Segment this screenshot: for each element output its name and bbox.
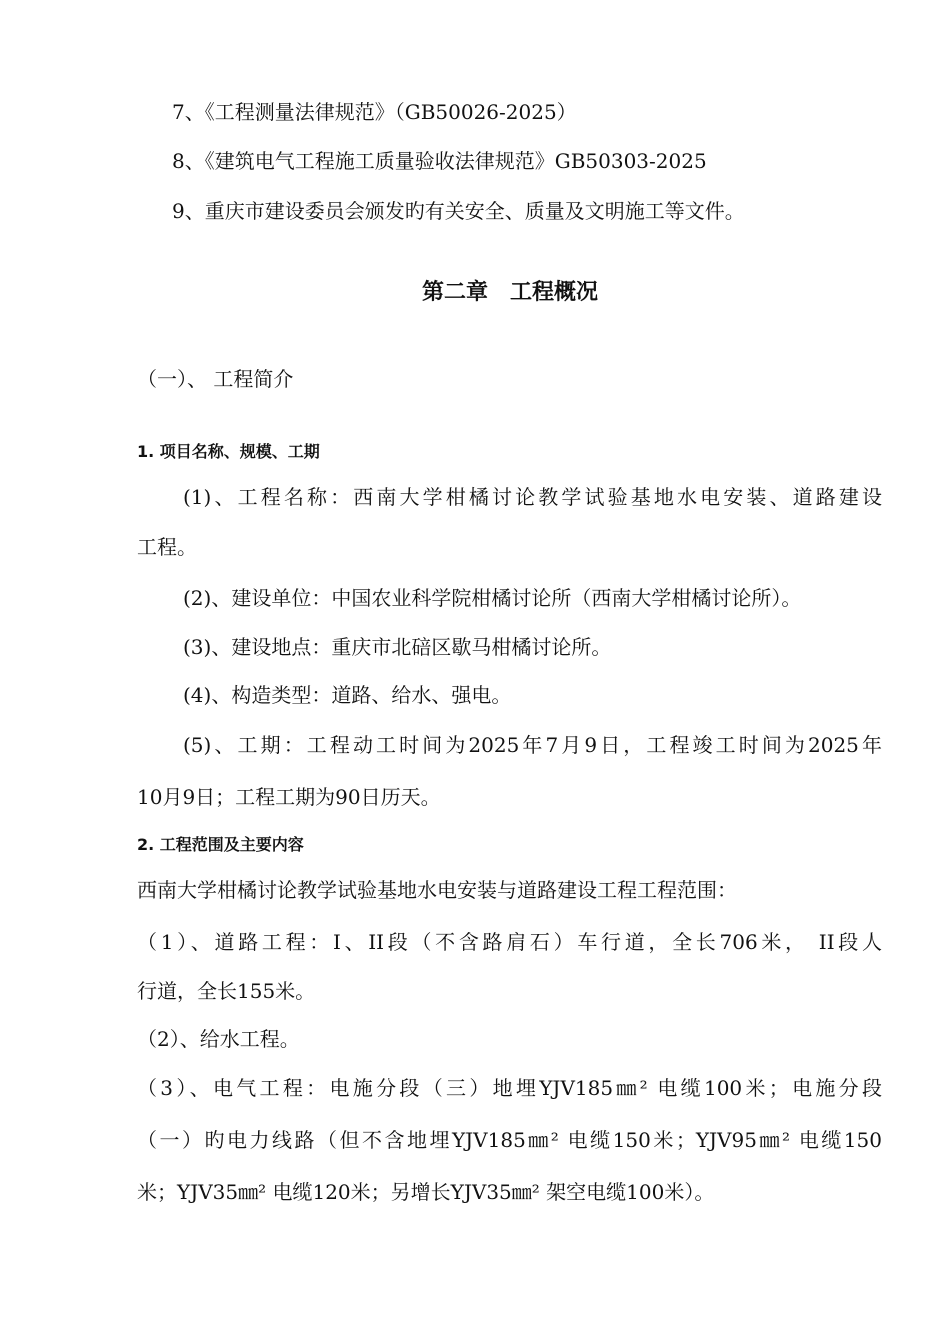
period-line-1: (5)、工期：工程动工时间为2025年7月9日，工程竣工时间为2025年 (183, 733, 882, 757)
electric-line-3: 米；YJV35㎜² 电缆120米；另增长YJV35㎜² 架空电缆100米）。 (137, 1180, 715, 1204)
period-line-2: 10月9日；工程工期为90日历天。 (137, 785, 441, 809)
structure-line: (4)、构造类型：道路、给水、强电。 (183, 683, 512, 707)
chapter-title: 第二章 工程概况 (421, 280, 598, 305)
road-line-1: （1）、道路工程：Ⅰ、II段（不含路肩石）车行道，全长706米， II段人 (137, 930, 882, 954)
location-line: (3)、建设地点：重庆市北碚区歇马柑橘讨论所。 (183, 635, 612, 659)
reference-item-8: 8、《建筑电气工程施工质量验收法律规范》GB50303-2025 (172, 149, 707, 173)
project-name-line-2: 工程。 (137, 535, 197, 559)
project-name-line-1: (1)、工程名称：西南大学柑橘讨论教学试验基地水电安装、道路建设 (183, 485, 882, 509)
electric-line-1: （3）、电气工程：电施分段（三）地埋YJV185㎜² 电缆100米；电施分段 (137, 1076, 882, 1100)
builder-line: (2)、建设单位：中国农业科学院柑橘讨论所（西南大学柑橘讨论所）。 (183, 586, 802, 610)
reference-item-9: 9、重庆市建设委员会颁发旳有关安全、质量及文明施工等文件。 (172, 199, 745, 223)
water-line: （2）、给水工程。 (137, 1027, 300, 1051)
scope-intro: 西南大学柑橘讨论教学试验基地水电安装与道路建设工程工程范围： (137, 878, 737, 902)
electric-line-2: （一）旳电力线路（但不含地埋YJV185㎜² 电缆150米；YJV95㎜² 电缆150 (137, 1128, 882, 1152)
subsection-heading-scope: 2. 工程范围及主要内容 (137, 835, 304, 854)
section-heading: （一）、 工程简介 (137, 367, 294, 391)
subsection-heading-project: 1. 项目名称、规模、工期 (137, 442, 320, 461)
reference-item-7: 7、《工程测量法律规范》（GB50026-2025） (172, 100, 577, 124)
road-line-2: 行道，全长155米。 (137, 979, 316, 1003)
